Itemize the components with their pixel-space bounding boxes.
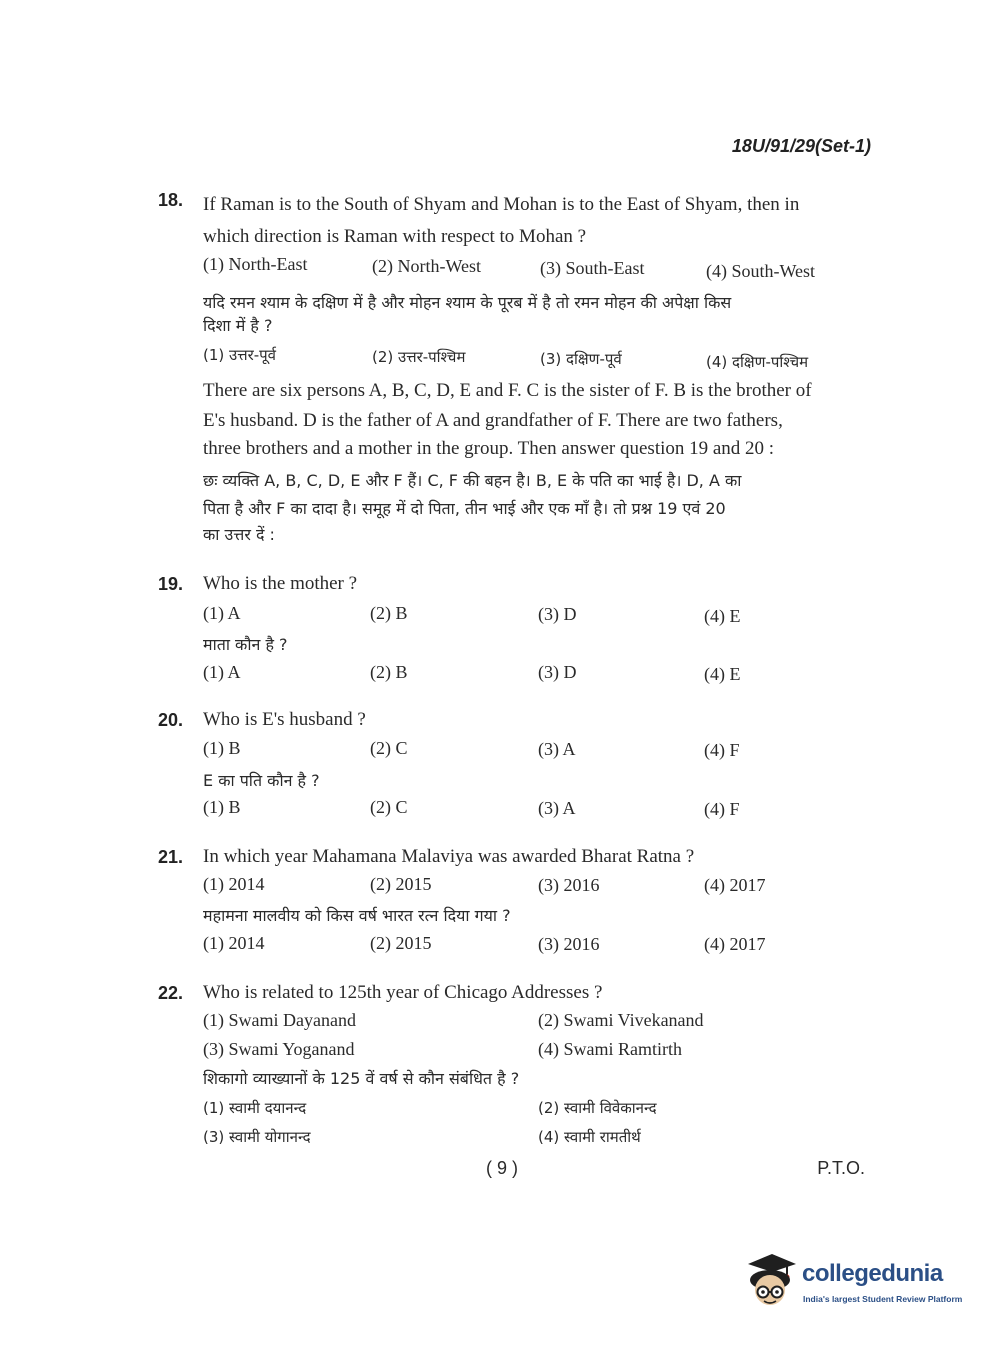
passage-line2: E's husband. D is the father of A and grandfather of F. There are two fathers,: [203, 410, 783, 431]
q21-hindi-text: महामना मालवीय को किस वर्ष भारत रत्न दिया गया ?: [203, 906, 511, 925]
question-number-18: 18.: [158, 190, 184, 210]
q22-hindi-option-1: (1) स्वामी दयानन्द: [203, 1099, 307, 1117]
question-number-20: 20.: [158, 710, 184, 730]
passage-line3: three brothers and a mother in the group. Then answer question 19 and 20 :: [203, 438, 775, 459]
q18-option-1: (1) North-East: [203, 254, 308, 274]
q21-hindi-option-3: (3) 2016: [538, 934, 600, 954]
q18-hindi-option-4: (4) दक्षिण-पश्चिम: [706, 353, 809, 371]
q20-hindi-text: E का पति कौन है ?: [203, 771, 320, 790]
q20-hindi-option-1: (1) B: [203, 797, 241, 817]
q19-hindi-option-3: (3) D: [538, 662, 577, 682]
q22-text: Who is related to 125th year of Chicago Addresses ?: [203, 982, 603, 1003]
q18-text-line1: If Raman is to the South of Shyam and Mohan is to the East of Shyam, then in: [203, 194, 800, 215]
logo-wordmark: collegedunia: [802, 1260, 943, 1287]
q19-option-2: (2) B: [370, 603, 408, 623]
q20-option-4: (4) F: [704, 740, 740, 760]
passage-hindi-line3: का उत्तर दें :: [203, 525, 275, 544]
q22-option-3: (3) Swami Yoganand: [203, 1039, 355, 1059]
q22-hindi-option-2: (2) स्वामी विवेकानन्द: [538, 1099, 657, 1117]
q19-hindi-option-4: (4) E: [704, 664, 741, 684]
q18-option-2: (2) North-West: [372, 256, 482, 276]
q20-hindi-option-2: (2) C: [370, 797, 408, 817]
q18-option-4: (4) South-West: [706, 261, 816, 281]
q22-option-1: (1) Swami Dayanand: [203, 1010, 356, 1030]
q22-option-2: (2) Swami Vivekanand: [538, 1010, 704, 1030]
q20-option-1: (1) B: [203, 738, 241, 758]
question-number-19: 19.: [158, 574, 184, 594]
q18-hindi-option-1: (1) उत्तर-पूर्व: [203, 346, 277, 364]
mascot-icon: [742, 1250, 800, 1310]
q21-hindi-option-2: (2) 2015: [370, 933, 432, 953]
q19-option-3: (3) D: [538, 604, 577, 624]
paper-code: 18U/91/29(Set-1): [731, 136, 871, 156]
q21-text: In which year Mahamana Malaviya was awarded Bharat Ratna ?: [203, 846, 695, 867]
logo-tagline: India's largest Student Review Platform: [803, 1294, 963, 1304]
passage-hindi-line1: छः व्यक्ति A, B, C, D, E और F हैं। C, F की बहन है। B, E के पति का भाई है। D, A का: [203, 471, 742, 490]
q22-hindi-option-3: (3) स्वामी योगानन्द: [203, 1128, 311, 1146]
q22-option-4: (4) Swami Ramtirth: [538, 1039, 682, 1059]
q19-option-1: (1) A: [203, 603, 241, 623]
q21-option-3: (3) 2016: [538, 875, 600, 895]
q20-hindi-option-4: (4) F: [704, 799, 740, 819]
q22-hindi-text: शिकागो व्याख्यानों के 125 वें वर्ष से कौन संबंधित है ?: [203, 1069, 520, 1088]
q19-text: Who is the mother ?: [203, 573, 358, 594]
q19-hindi-option-2: (2) B: [370, 662, 408, 682]
q20-hindi-option-3: (3) A: [538, 798, 576, 818]
q21-option-1: (1) 2014: [203, 874, 265, 894]
pto-label: P.T.O.: [817, 1158, 865, 1178]
q21-option-4: (4) 2017: [704, 875, 766, 895]
page-number: ( 9 ): [486, 1158, 519, 1178]
q21-option-2: (2) 2015: [370, 874, 432, 894]
q18-option-3: (3) South-East: [540, 258, 645, 278]
q18-text-line2: which direction is Raman with respect to Mohan ?: [203, 226, 587, 247]
q19-hindi-text: माता कौन है ?: [203, 635, 288, 654]
q18-hindi-option-3: (3) दक्षिण-पूर्व: [540, 350, 622, 368]
q18-hindi-line2: दिशा में है ?: [203, 316, 273, 335]
q21-hindi-option-1: (1) 2014: [203, 933, 265, 953]
passage-hindi-line2: पिता है और F का दादा है। समूह में दो पिता, तीन भाई और एक माँ है। तो प्रश्न 19 एवं 20: [203, 499, 726, 518]
q19-hindi-option-1: (1) A: [203, 662, 241, 682]
passage-line1: There are six persons A, B, C, D, E and F. C is the sister of F. B is the brother of: [203, 380, 812, 401]
q20-option-2: (2) C: [370, 738, 408, 758]
question-number-21: 21.: [158, 847, 184, 867]
q18-hindi-option-2: (2) उत्तर-पश्चिम: [372, 348, 466, 366]
q20-text: Who is E's husband ?: [203, 709, 366, 730]
question-number-22: 22.: [158, 983, 184, 1003]
q18-hindi-line1: यदि रमन श्याम के दक्षिण में है और मोहन श्याम के पूरब में है तो रमन मोहन की अपेक्षा किस: [203, 293, 732, 312]
q20-option-3: (3) A: [538, 739, 576, 759]
q22-hindi-option-4: (4) स्वामी रामतीर्थ: [538, 1128, 641, 1146]
q19-option-4: (4) E: [704, 606, 741, 626]
q21-hindi-option-4: (4) 2017: [704, 934, 766, 954]
collegedunia-logo: [742, 1250, 972, 1310]
